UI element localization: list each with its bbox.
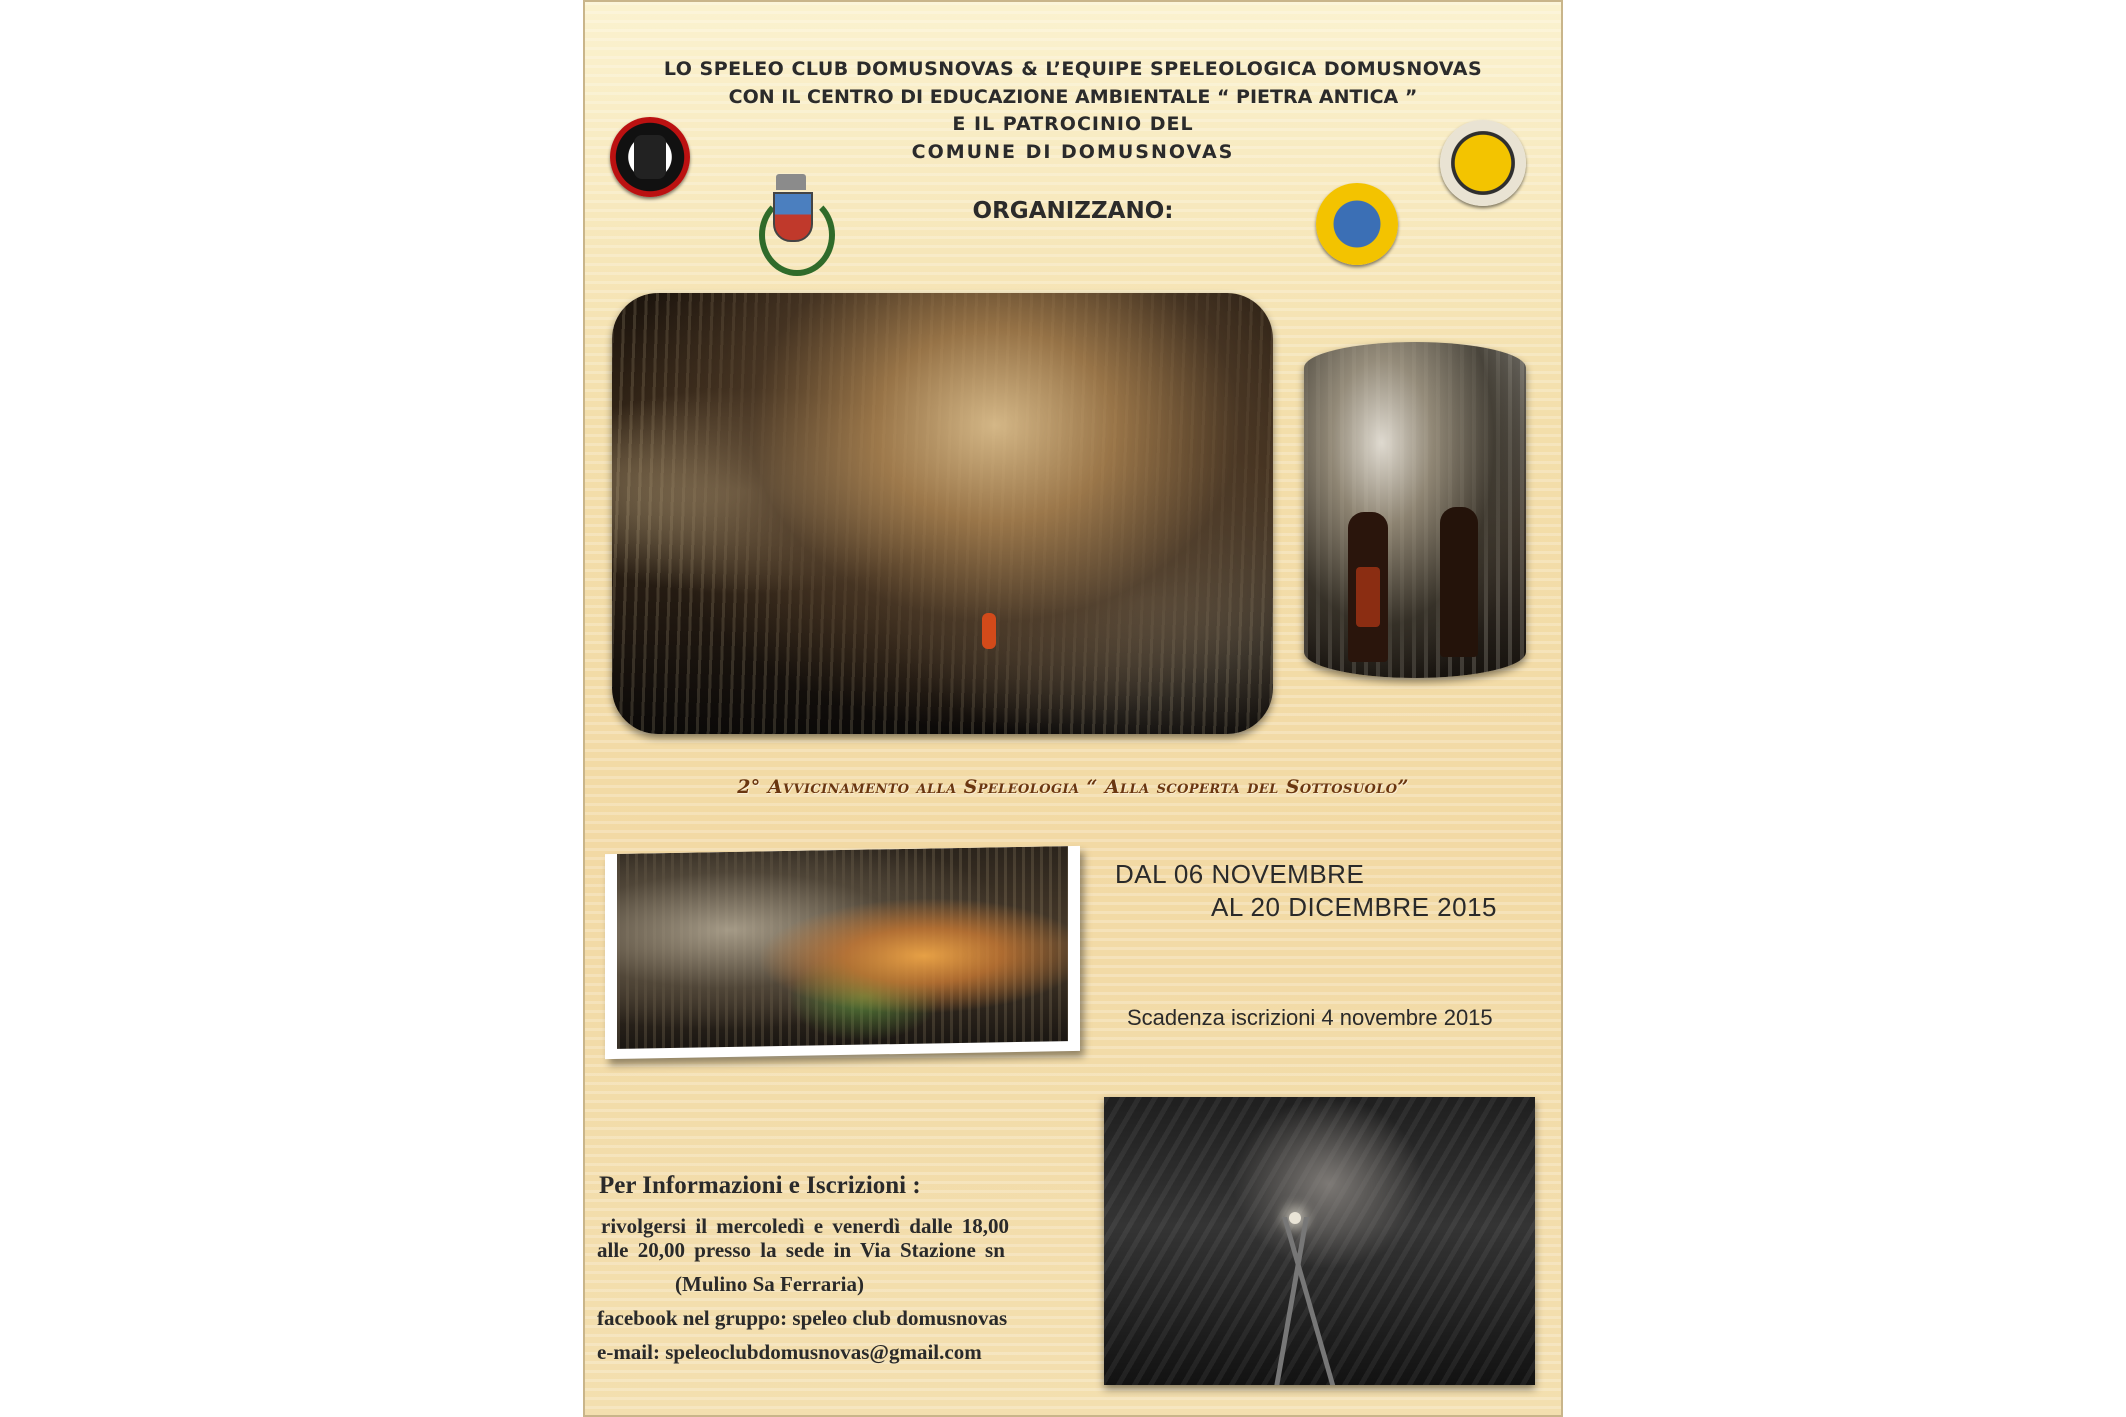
header-organize-label: ORGANIZZANO: [972, 198, 1174, 224]
header-education-center-line: CON IL CENTRO DI EDUCAZIONE AMBIENTALE “ PIETRA ANTICA ” [728, 86, 1418, 108]
event-title: 2° Avvicinamento alla Speleologia “ Alla scoperta del Sottosuolo” [737, 776, 1409, 798]
header-municipality-line: COMUNE DI DOMUSNOVAS [911, 141, 1235, 163]
caver-figure [982, 613, 996, 649]
caver-figure [1440, 507, 1478, 657]
info-schedule-line: rivolgersi il mercoledì e venerdì dalle 18,00 [601, 1214, 1009, 1238]
info-facebook-line: facebook nel gruppo: speleo club domusnovas [597, 1306, 1008, 1330]
federazione-speleologica-logo-icon [1316, 183, 1398, 265]
cave-stalactites-photo [612, 293, 1273, 734]
cave-lake-photo [605, 846, 1080, 1059]
info-address-line: alle 20,00 presso la sede in Via Stazione sn [597, 1238, 1005, 1262]
caver-figure [1348, 512, 1388, 662]
comune-crest-icon [757, 174, 825, 274]
info-location-line: (Mulino Sa Ferraria) [675, 1272, 864, 1296]
header-organizers-line: LO SPELEO CLUB DOMUSNOVAS & L’EQUIPE SPELEOLOGICA DOMUSNOVAS [663, 58, 1483, 80]
headlamp-light [1289, 1212, 1301, 1224]
info-email-line: e-mail: speleoclubdomusnovas@gmail.com [597, 1340, 982, 1364]
registration-deadline: Scadenza iscrizioni 4 novembre 2015 [1127, 1005, 1493, 1030]
equipe-speleologica-logo-icon [1440, 120, 1526, 206]
mine-tunnel-ladder-photo [1104, 1097, 1535, 1385]
event-date-to: AL 20 DICEMBRE 2015 [1211, 892, 1498, 922]
cave-cavers-cylinder-photo [1304, 342, 1526, 678]
info-heading: Per Informazioni e Iscrizioni : [599, 1172, 921, 1199]
speleo-club-logo-icon [610, 117, 690, 197]
event-date-from: DAL 06 NOVEMBRE [1115, 859, 1365, 889]
header-patronage-line: E IL PATROCINIO DEL [952, 113, 1194, 135]
event-poster [583, 0, 1563, 1417]
